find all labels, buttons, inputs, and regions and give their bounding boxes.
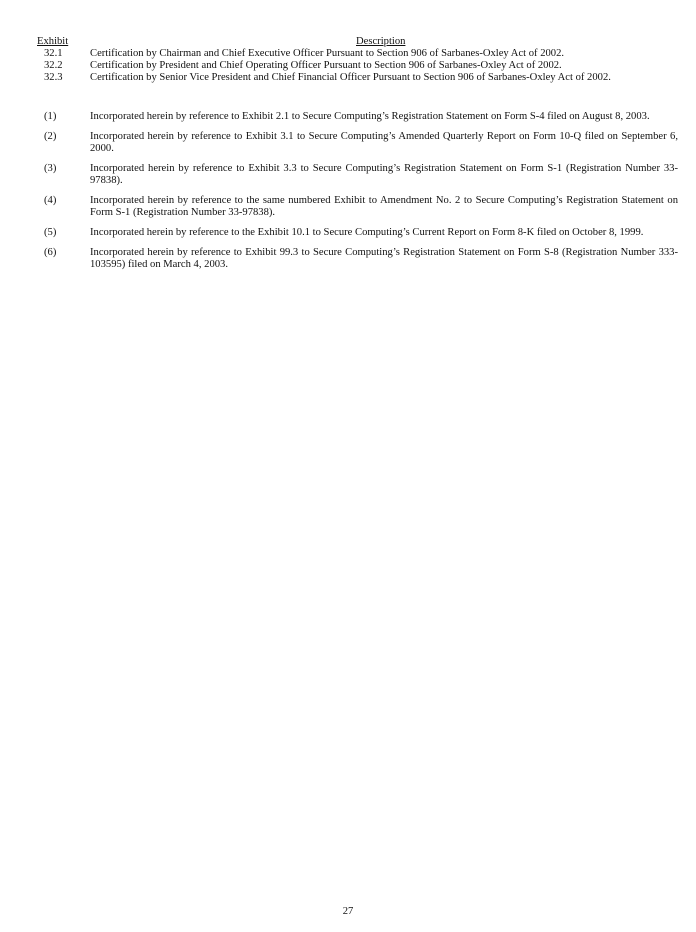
footnote-marker: (3) [44,163,57,174]
exhibit-description: Certification by Senior Vice President and Chief Financial Officer Pursuant to Section 906 of Sarbanes-Oxley Act of 2002. [90,72,611,83]
page-number: 27 [342,906,354,917]
exhibit-row [36,60,678,72]
footnote [44,111,678,123]
footnote-text: Incorporated herein by reference to Exhibit 3.3 to Secure Computing’s Registration Statement on Form S-1 (Registration Number 33-97838). [90,163,678,186]
exhibit-row [36,72,678,84]
footnote-marker: (4) [44,195,57,206]
description-column-header: Description [356,36,406,47]
footnote-marker: (1) [44,111,57,122]
footnote-marker: (5) [44,227,57,238]
footnote [44,227,678,239]
exhibit-description: Certification by President and Chief Operating Officer Pursuant to Section 906 of Sarbanes-Oxley Act of 2002. [90,60,562,71]
footnote [44,131,678,155]
exhibit-number: 32.2 [44,60,63,71]
footnote-text: Incorporated herein by reference to Exhibit 99.3 to Secure Computing’s Registration Statement on Form S-8 (Registration Number 333-103595) filed on March 4, 2003. [90,247,678,270]
footnote-text: Incorporated herein by reference to the Exhibit 10.1 to Secure Computing’s Current Report on Form 8-K filed on October 8, 1999. [90,227,644,238]
exhibit-column-header: Exhibit [37,36,69,47]
footnote-text: Incorporated herein by reference to Exhibit 2.1 to Secure Computing’s Registration Statement on Form S-4 filed on August 8, 2003. [90,111,650,122]
footnote [44,247,678,271]
footnote-text: Incorporated herein by reference to Exhibit 3.1 to Secure Computing’s Amended Quarterly Report on Form 10-Q filed on September 6, 2000. [90,131,678,154]
footnote-text: Incorporated herein by reference to the same numbered Exhibit to Amendment No. 2 to Secure Computing’s Registration Statement on Form S-1 (Registration Number 33-97838). [90,195,678,218]
exhibit-row [36,48,678,60]
exhibit-number: 32.3 [44,72,63,83]
footnote [44,163,678,187]
footnotes [44,111,678,279]
exhibit-description: Certification by Chairman and Chief Executive Officer Pursuant to Section 906 of Sarbanes-Oxley Act of 2002. [90,48,565,59]
exhibit-number: 32.1 [44,48,63,59]
footnote [44,195,678,219]
footnote-marker: (2) [44,131,57,142]
exhibit-table [36,36,678,84]
exhibit-table-header [36,36,678,48]
footnote-marker: (6) [44,247,57,258]
